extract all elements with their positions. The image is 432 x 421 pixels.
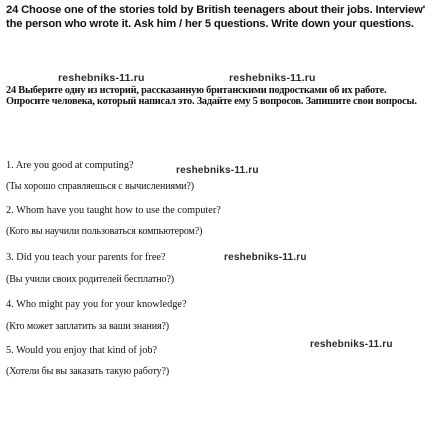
task-english: 24 Choose one of the stories told by British teenagers about their jobs. Interview' the person who wrote it. Ask him / her 5 questions. Write down your questions.: [6, 4, 426, 30]
watermark: reshebniks-11.ru: [224, 252, 307, 263]
answer-2: (Кого вы научили пользоваться компьютером?): [6, 226, 203, 237]
question-4: 4. Who might pay you for your knowledge?: [6, 299, 187, 310]
question-5: 5. Would you enjoy that kind of job?: [6, 345, 158, 356]
task-russian: 24 Выберите одну из историй, рассказанную британскими подростками об их работе. Опросите человека, который написал это. Задайте ему 5 вопросов. Запишите свои вопросы.: [6, 85, 417, 108]
watermark: reshebniks-11.ru: [229, 72, 316, 84]
question-3: 3. Did you teach your parents for free?: [6, 252, 166, 263]
answer-5: (Хотели бы вы заказать такую работу?): [6, 366, 170, 377]
watermark: reshebniks-11.ru: [310, 339, 393, 350]
answer-4: (Кто может заплатить за ваши знания?): [6, 321, 170, 332]
question-2: 2. Whom have you taught how to use the computer?: [6, 205, 221, 216]
question-1: 1. Are you good at computing?: [6, 160, 134, 171]
watermark: reshebniks-11.ru: [176, 165, 259, 176]
answer-3: (Вы учили своих родителей бесплатно?): [6, 274, 175, 285]
watermark: reshebniks-11.ru: [58, 72, 145, 84]
answer-1: (Ты хорошо справляешься с вычислениями?): [6, 181, 195, 192]
